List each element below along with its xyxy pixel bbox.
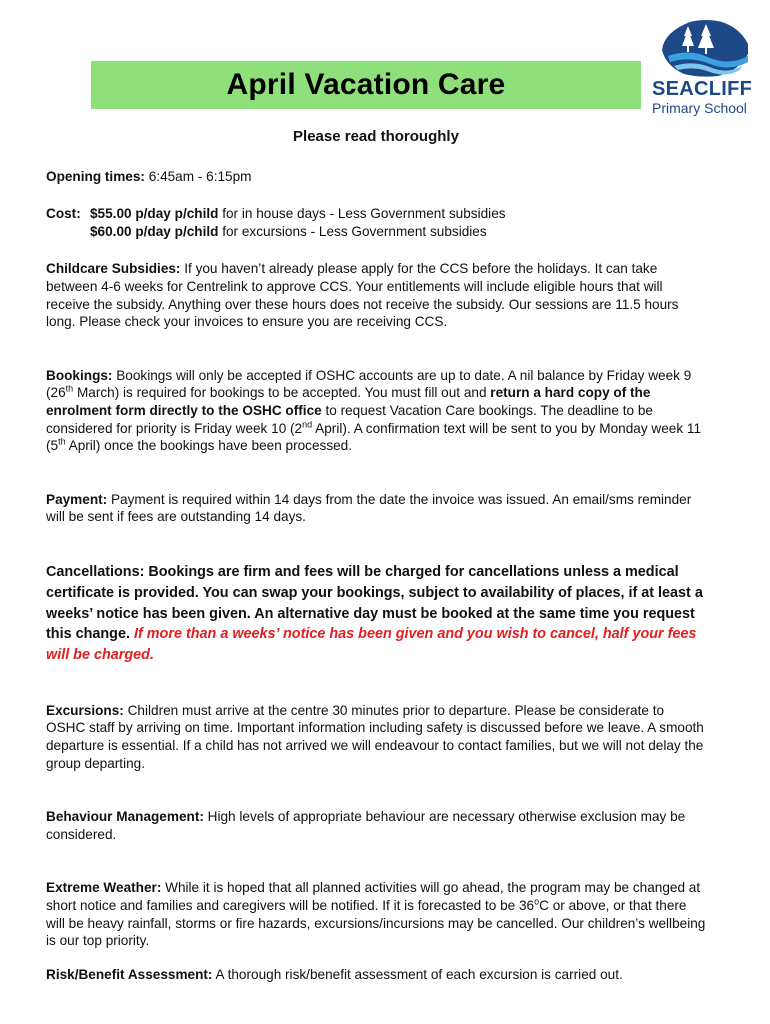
title-banner (91, 61, 641, 109)
trees-wave-icon (660, 20, 752, 78)
bookings-paragraph (46, 367, 706, 455)
document-body (46, 128, 706, 983)
weather-text-2: C or above, or that there will be heavy rainfall, storms or fire hazards, excursions/incursions may be cancelled. Our children’s wellbeing is our top priority. (46, 898, 706, 949)
behaviour-text: High levels of appropriate behaviour are necessary otherwise exclusion may be considered. (46, 809, 686, 842)
subsidies-text: If you haven’t already please apply for the CCS before the holidays. It can take between 4-6 weeks for Centrelink to approve CCS. Your entitlements will include eligible hours that will receive the subsidy. Anything over these hours does not receive the subsidy. Our sessions are 11.5 hours long. Please check your invoices to ensure you are receiving CCS. (46, 261, 679, 330)
subsidies-label: Childcare Subsidies: (46, 261, 181, 277)
risk-paragraph (46, 966, 706, 984)
opening-times (46, 168, 706, 186)
cost-line1-text: for in house days - Less Government subsidies (218, 206, 506, 222)
school-logo (652, 20, 762, 130)
bookings-label: Bookings: (46, 367, 113, 383)
bookings-text-1: Bookings will only be accepted if OSHC accounts are up to date. A nil balance by Friday week 9 (26 (46, 367, 692, 401)
cancellations-paragraph (46, 562, 706, 666)
bookings-sup-2: nd (302, 419, 313, 429)
bookings-text-4: April). A confirmation text will be sent to you by Monday week 11 (5 (46, 420, 702, 454)
payment-text: Payment is required within 14 days from the date the invoice was issued. An email/sms reminder will be sent if fees are outstanding 14 days. (46, 491, 692, 525)
cost-line2-price: $60.00 p/day p/child (90, 223, 219, 239)
cost-label: Cost: (46, 206, 81, 222)
risk-label: Risk/Benefit Assessment: (46, 966, 213, 982)
payment-label: Payment: (46, 491, 108, 507)
behaviour-label: Behaviour Management: (46, 809, 204, 825)
cost-line1-price: $55.00 p/day p/child (90, 206, 219, 222)
logo-subtitle: Primary School (652, 100, 747, 116)
risk-text: A thorough risk/benefit assessment of each excursion is carried out. (212, 966, 623, 982)
excursions-label: Excursions: (46, 702, 124, 718)
bookings-bold: return a hard copy of the enrolment form directly to the OSHC office (46, 385, 651, 418)
weather-label: Extreme Weather: (46, 880, 162, 896)
excursions-text: Children must arrive at the centre 30 minutes prior to departure. Please be considerate to OSHC staff by arriving on time. Important information including safety is discussed before we leave. A smooth departure is essential. If a child has not arrived we will endeavour to contact families, but we will not delay the group departing. (46, 702, 704, 771)
subsidies-paragraph (46, 260, 706, 330)
page-title: April Vacation Care (226, 68, 506, 101)
weather-text-1: While it is hoped that all planned activities will go ahead, the program may be changed at short notice and families and caregivers will be notified. If it is forecasted to be 36 (46, 880, 701, 914)
bookings-text-5: April) once the bookings have been processed. (65, 438, 353, 454)
weather-sup: o (534, 896, 540, 907)
excursions-paragraph (46, 702, 706, 772)
bookings-text-2: March) is required for bookings to be accepted. You must fill out and (73, 385, 491, 401)
behaviour-paragraph (46, 808, 706, 843)
subtitle: Please read thoroughly (293, 128, 459, 145)
opening-label: Opening times: (46, 168, 145, 184)
cancellations-text: Cancellations: Bookings are firm and fees will be charged for cancellations unless a medical certificate is provided. You can swap your bookings, subject to availability of places, if at least a weeks’ notice has been given. An alternative day must be booked at the same time you request this change. (46, 563, 703, 643)
logo-name: SEACLIFF (652, 78, 753, 100)
bookings-text-3: to request Vacation Care bookings. The deadline to be considered for priority is Friday week 10 (2 (46, 402, 653, 436)
bookings-sup-1: th (65, 383, 74, 394)
cost-line2-text: for excursions - Less Government subsidies (218, 223, 487, 239)
opening-text: 6:45am - 6:15pm (144, 168, 252, 184)
payment-paragraph (46, 491, 706, 526)
cost-section (46, 205, 706, 240)
cancellations-warning: If more than a weeks’ notice has been given and you wish to cancel, half your fees will be charged. (46, 626, 697, 664)
weather-paragraph (46, 879, 706, 949)
bookings-sup-3: th (58, 436, 66, 447)
